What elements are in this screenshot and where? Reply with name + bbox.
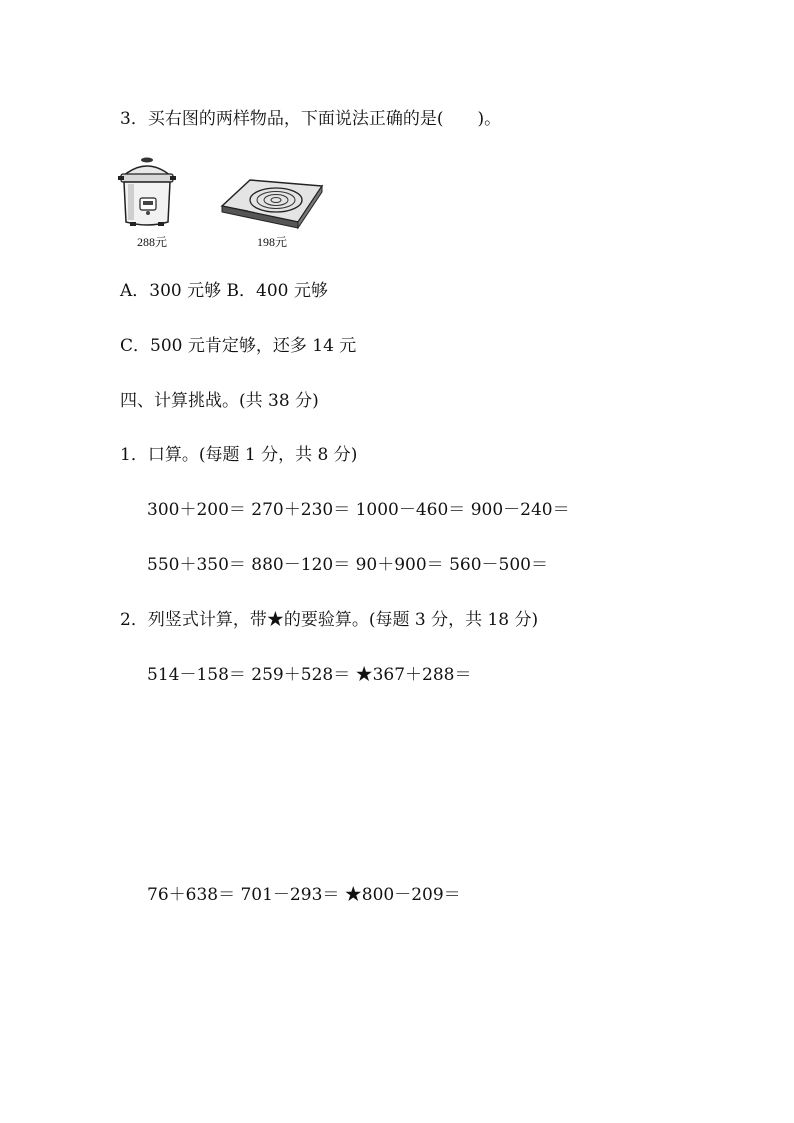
question-2-title: 2．列竖式计算，带★的要验算。(每题 3 分，共 18 分) (120, 610, 539, 630)
mental-math-row-1: 300＋200＝ 270＋230＝ 1000－460＝ 900－240＝ (147, 500, 570, 520)
option-c: C．500 元肯定够，还多 14 元 (120, 336, 357, 356)
induction-cooker-price: 198元 (257, 235, 288, 249)
question-3-text: 3．买右图的两样物品，下面说法正确的是( )。 (120, 109, 502, 129)
vertical-calc-row-2: 76＋638＝ 701－293＝ ★800－209＝ (147, 885, 461, 905)
section-4-title: 四、计算挑战。(共 38 分) (120, 391, 319, 411)
induction-cooker-image (218, 176, 326, 232)
vertical-calc-row-1: 514－158＝ 259＋528＝ ★367＋288＝ (147, 665, 472, 685)
mental-math-row-2: 550＋350＝ 880－120＝ 90＋900＝ 560－500＝ (147, 555, 548, 575)
option-a-b: A．300 元够 B．400 元够 (120, 281, 328, 301)
rice-cooker-price: 288元 (137, 235, 168, 249)
rice-cooker-image (118, 152, 176, 232)
question-1-title: 1．口算。(每题 1 分，共 8 分) (120, 445, 358, 465)
